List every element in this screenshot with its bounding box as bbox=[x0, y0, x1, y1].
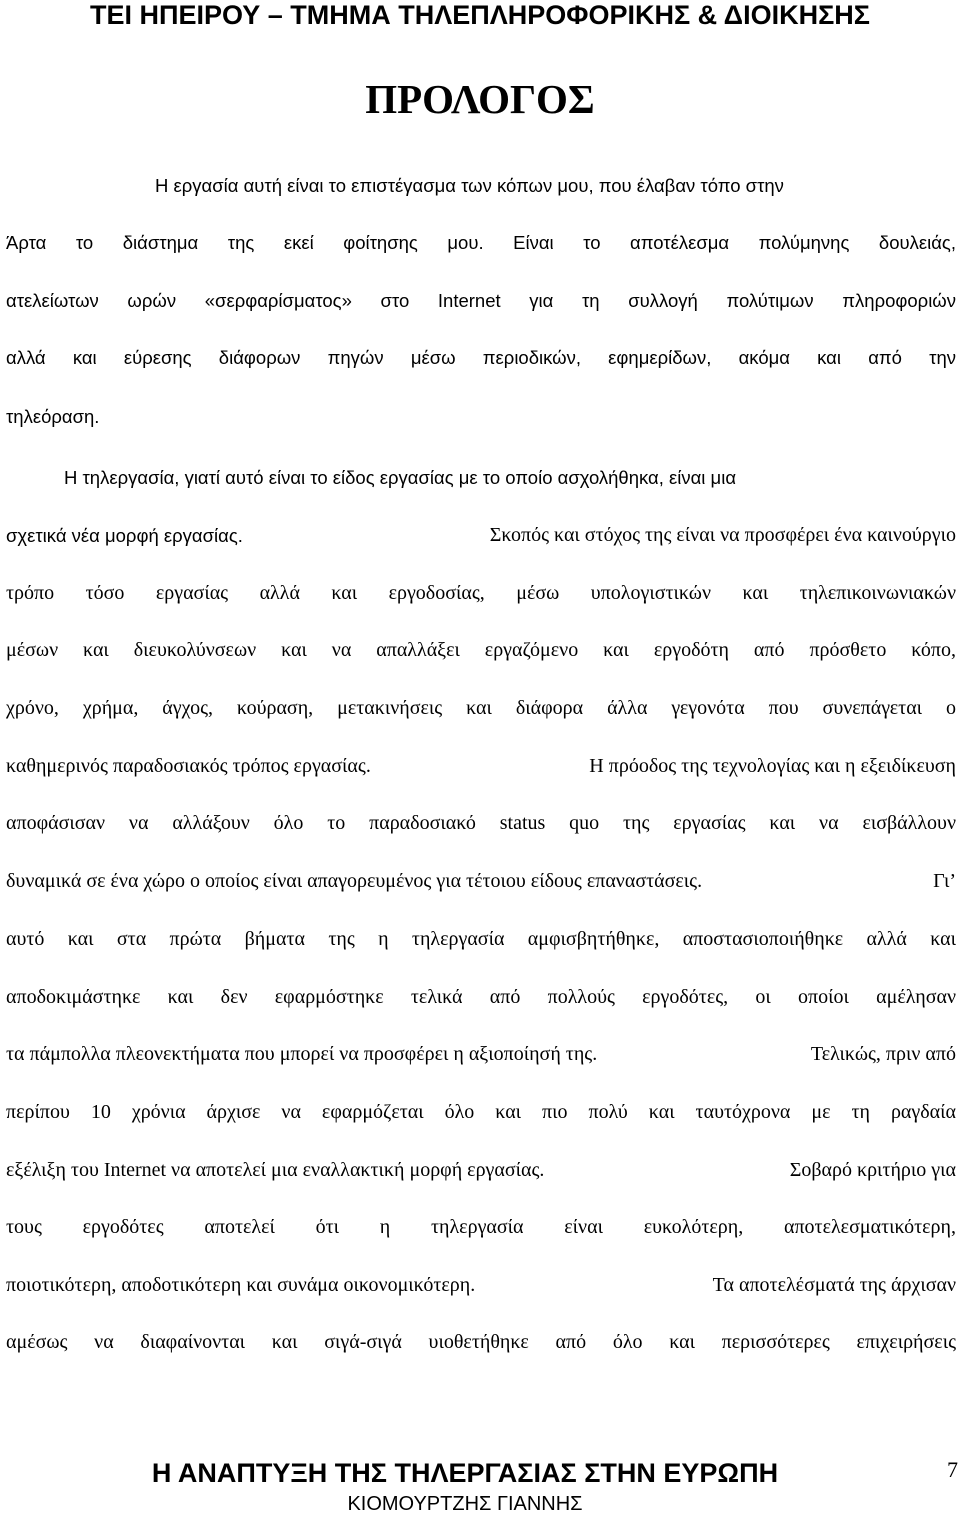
footer-author: ΚΙΟΜΟΥΡΤΖΗΣ ΓΙΑΝΝΗΣ bbox=[347, 1493, 583, 1515]
footer-title: Η ΑΝΑΠΤΥΞΗ ΤΗΣ ΤΗΛΕΡΓΑΣΙΑΣ ΣΤΗΝ ΕΥΡΩΠΗ bbox=[151, 1458, 779, 1488]
paragraph-line: τους εργοδότες αποτελεί ότι η τηλεργασία είναι ευκολότερη, αποτελεσματικότερη, bbox=[6, 1216, 956, 1238]
paragraph-line: τα πάμπολλα πλεονεκτήματα που μπορεί να προσφέρει η αξιοποίησή της. bbox=[6, 1043, 598, 1065]
paragraph-line: περίπου 10 χρόνια άρχισε να εφαρμόζεται όλο και πιο πολύ και ταυτόχρονα με τη ραγδαία bbox=[6, 1101, 956, 1123]
paragraph-line: σχετικά νέα μορφή εργασίας. bbox=[6, 525, 243, 546]
paragraph-line: εξέλιξη του Internet να αποτελεί μια εναλλακτική μορφή εργασίας. bbox=[6, 1159, 545, 1181]
paragraph-line: Τα αποτελέσματά της άρχισαν bbox=[712, 1274, 956, 1296]
paragraph-line: δυναμικά σε ένα χώρο ο οποίος είναι απαγορευμένος για τέτοιου είδους επαναστάσεις. bbox=[6, 870, 703, 892]
paragraph-line: Τελικώς, πριν από bbox=[810, 1043, 956, 1065]
paragraph-line: Η πρόοδος της τεχνολογίας και η εξειδίκευση bbox=[589, 755, 956, 777]
paragraph-line: τρόπο τόσο εργασίας αλλά και εργοδοσίας, μέσω υπολογιστικών και τηλεπικοινωνιακών bbox=[6, 582, 956, 604]
paragraph-line: αλλά και εύρεσης διάφορων πηγών μέσω περιοδικών, εφημερίδων, ακόμα και από την bbox=[6, 347, 956, 368]
paragraph-line: αποφάσισαν να αλλάξουν όλο το παραδοσιακό status quo της εργασίας και να εισβάλλουν bbox=[6, 812, 956, 834]
paragraph-line: Σοβαρό κριτήριο για bbox=[789, 1159, 956, 1181]
paragraph-line: Άρτα το διάστημα της εκεί φοίτησης μου. Είναι το αποτέλεσμα πολύμηνης δουλειάς, bbox=[6, 232, 956, 253]
paragraph-line: αποδοκιμάστηκε και δεν εφαρμόστηκε τελικά από πολλούς εργοδότες, οι οποίοι αμέλησαν bbox=[6, 986, 956, 1008]
paragraph-line: Γι’ bbox=[933, 870, 956, 892]
paragraph-line: Η τηλεργασία, γιατί αυτό είναι το είδος εργασίας με το οποίο ασχολήθηκα, είναι μια bbox=[64, 467, 737, 488]
paragraph-line: τηλεόραση. bbox=[6, 406, 100, 427]
page-title: ΠΡΟΛΟΓΟΣ bbox=[365, 76, 595, 122]
running-header: ΤΕΙ ΗΠΕΙΡΟΥ – ΤΜΗΜΑ ΤΗΛΕΠΛΗΡΟΦΟΡΙΚΗΣ & ΔΙΟΙΚΗΣΗΣ bbox=[90, 0, 870, 30]
paragraph-line: ποιοτικότερη, αποδοτικότερη και συνάμα οικονομικότερη. bbox=[6, 1274, 476, 1296]
paragraph-line: Σκοπός και στόχος της είναι να προσφέρει ένα καινούργιο bbox=[489, 524, 956, 546]
paragraph-line: ατελείωτων ωρών «σερφαρίσματος» στο Internet για τη συλλογή πολύτιμων πληροφοριών bbox=[6, 290, 956, 311]
paragraph-line: αμέσως να διαφαίνονται και σιγά-σιγά υιοθετήθηκε από όλο και περισσότερες επιχειρήσεις bbox=[6, 1331, 956, 1353]
page-number: 7 bbox=[947, 1457, 958, 1482]
paragraph-line: Η εργασία αυτή είναι το επιστέγασμα των κόπων μου, που έλαβαν τόπο στην bbox=[155, 175, 784, 196]
paragraph-line: μέσων και διευκολύνσεων και να απαλλάξει εργαζόμενο και εργοδότη από πρόσθετο κόπο, bbox=[6, 639, 956, 661]
paragraph-line: αυτό και στα πρώτα βήματα της η τηλεργασία αμφισβητήθηκε, αποστασιοποιήθηκε αλλά και bbox=[6, 928, 956, 950]
paragraph-line: καθημερινός παραδοσιακός τρόπος εργασίας. bbox=[6, 755, 371, 777]
paragraph-line: χρόνο, χρήμα, άγχος, κούραση, μετακινήσεις και διάφορα άλλα γεγονότα που συνεπάγεται ο bbox=[6, 697, 956, 719]
